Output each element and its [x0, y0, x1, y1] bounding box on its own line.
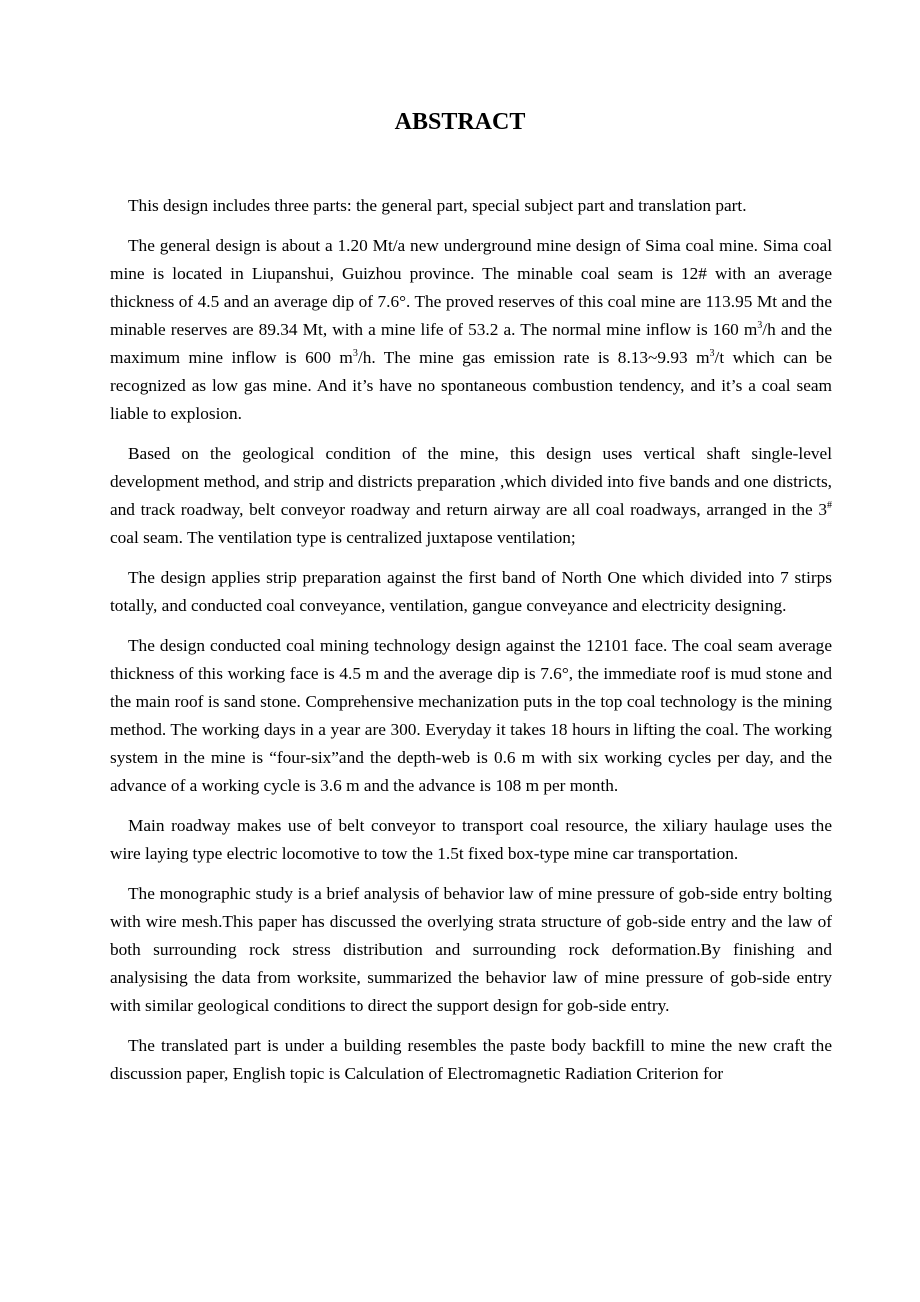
paragraph-strip-preparation: The design applies strip preparation against the first band of North One which divided into 7 stirps totally, and conducted coal conveyance, ventilation, gangue conveyance and electricity designing. — [110, 568, 832, 615]
paragraph-text: /h. The mine gas emission rate is 8.13~9.93 m — [357, 348, 710, 367]
paragraph-text: The general design is about a 1.20 Mt/a new underground mine design of Sima coal mine. Sima coal mine is located in Liupanshui, Guizhou province. The minable coal seam is 12# with an average thickness of 4.5 and an average dip of 7.6°. The proved reserves of this coal mine are 113.95 Mt and the minable reserves are 89.34 Mt, with a mine life of 53.2 a. The normal mine inflow is 160 m — [110, 236, 832, 339]
paragraph-translation: The translated part is under a building resembles the paste body backfill to mine the new craft the discussion paper, English topic is Calculation of Electromagnetic Radiation Criterion for — [110, 1036, 832, 1083]
paragraph-general-design — [110, 232, 832, 428]
superscript: 3 — [757, 320, 763, 332]
paragraph-text: /t which can be recognized as low gas mine. And it’s have no spontaneous combustion tendency, and it’s a coal seam liable to explosion. — [110, 348, 833, 423]
superscript: # — [827, 500, 832, 512]
paragraph-text: coal seam. The ventilation type is centralized juxtapose ventilation; — [110, 528, 576, 547]
paragraph-development — [110, 440, 832, 552]
superscript: 3 — [709, 348, 715, 360]
paragraph-monographic-study: The monographic study is a brief analysis of behavior law of mine pressure of gob-side entry bolting with wire mesh.This paper has discussed the overlying strata structure of gob-side entry and the law of both surrounding rock stress distribution and surrounding rock deformation.By finishing and analysising the data from worksite, summarized the behavior law of mine pressure of gob-side entry with similar geological conditions to direct the support design for gob-side entry. — [110, 884, 832, 1015]
paragraph-text: /h and the maximum mine inflow is 600 m — [110, 320, 832, 367]
abstract-body — [110, 192, 832, 1100]
superscript: 3 — [352, 348, 358, 360]
paragraph-transport: Main roadway makes use of belt conveyor to transport coal resource, the xiliary haulage uses the wire laying type electric locomotive to tow the 1.5t fixed box-type mine car transportation. — [110, 816, 832, 863]
paragraph-overview: This design includes three parts: the general part, special subject part and translation part. — [128, 196, 747, 215]
page-title: ABSTRACT — [394, 109, 526, 135]
paragraph-text: Based on the geological condition of the mine, this design uses vertical shaft single-level development method, and strip and districts preparation ,which divided into five bands and one districts, and track roadway, belt conveyor roadway and return airway are all coal roadways, arranged in the 3 — [110, 444, 832, 519]
paragraph-mining-technology: The design conducted coal mining technology design against the 12101 face. The coal seam average thickness of this working face is 4.5 m and the average dip is 7.6°, the immediate roof is mud stone and the main roof is sand stone. Comprehensive mechanization puts in the top coal technology is the mining method. The working days in a year are 300. Everyday it takes 18 hours in lifting the coal. The working system in the mine is “four-six”and the depth-web is 0.6 m with six working cycles per day, and the advance of a working cycle is 3.6 m and the advance is 108 m per month. — [110, 636, 832, 795]
